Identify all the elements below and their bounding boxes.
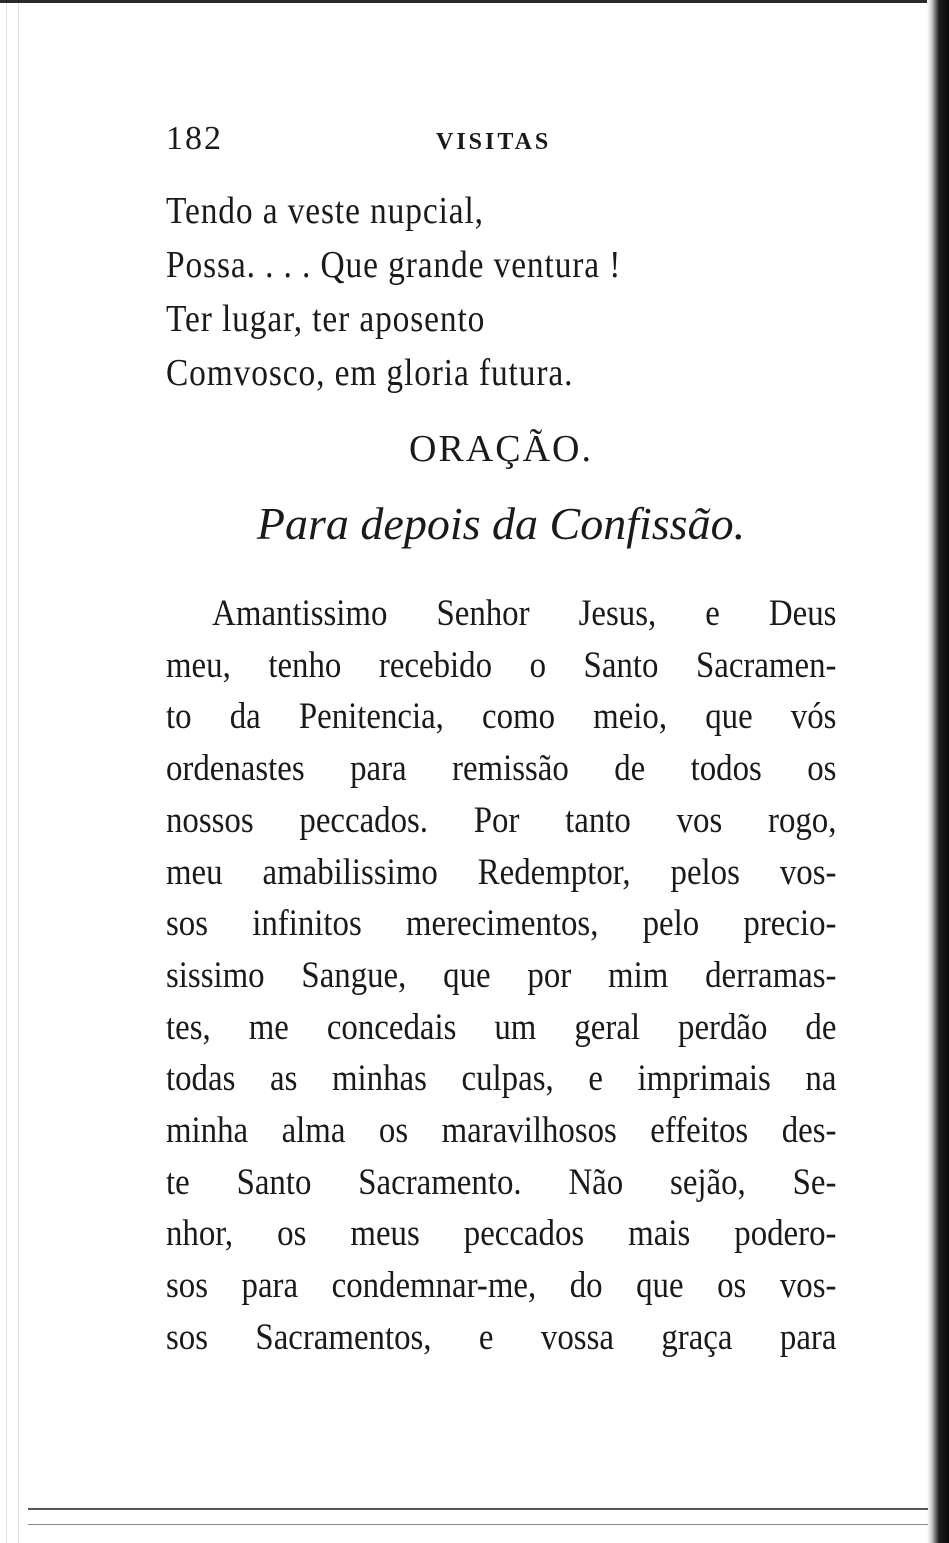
prose-line: nhor, os meus peccados mais podero-	[166, 1213, 837, 1255]
verse-line: Tendo a veste nupcial,	[166, 190, 484, 232]
scan-bottom-edge	[28, 1508, 928, 1525]
scan-left-edge	[0, 0, 28, 1543]
prose-line: meu amabilissimo Redemptor, pelos vos-	[166, 851, 837, 893]
book-spine-shadow	[927, 0, 949, 1543]
prose-line: ordenastes para remissão de todos os	[166, 748, 837, 790]
page-header	[166, 120, 836, 170]
prayer-text	[166, 588, 836, 1364]
prose-line: sissimo Sangue, que por mim derramas-	[166, 954, 837, 996]
prose-line: sos para condemnar-me, do que os vos-	[166, 1265, 837, 1307]
prose-line: sos infinitos merecimentos, pelo precio-	[166, 903, 837, 945]
prose-line: sos Sacramentos, e vossa graça para	[166, 1316, 837, 1358]
page-number: 182	[166, 120, 223, 157]
prose-line: nossos peccados. Por tanto vos rogo,	[166, 799, 837, 841]
verse-line: Ter lugar, ter aposento	[166, 298, 486, 340]
verse-line: Possa. . . . Que grande ventura !	[166, 244, 622, 286]
prose-line: Amantissimo Senhor Jesus, e Deus	[212, 593, 837, 634]
prose-line: te Santo Sacramento. Não sejão, Se-	[166, 1161, 837, 1203]
subheading: Para depois da Confissão.	[256, 498, 746, 549]
book-page	[166, 120, 836, 1364]
section-heading: ORAÇÃO.	[409, 428, 593, 470]
prose-line: minha alma os maravilhosos effeitos des-	[166, 1110, 837, 1152]
prose-line: meu, tenho recebido o Santo Sacramen-	[166, 644, 837, 686]
prose-line: todas as minhas culpas, e imprimais na	[166, 1058, 837, 1100]
verse-stanza	[166, 184, 836, 400]
prose-line: to da Penitencia, como meio, que vós	[166, 696, 837, 738]
running-head: VISITAS	[436, 129, 552, 155]
verse-line: Comvosco, em gloria futura.	[166, 352, 574, 394]
prose-line: tes, me concedais um geral perdão de	[166, 1006, 837, 1048]
scan-top-edge	[0, 0, 949, 6]
